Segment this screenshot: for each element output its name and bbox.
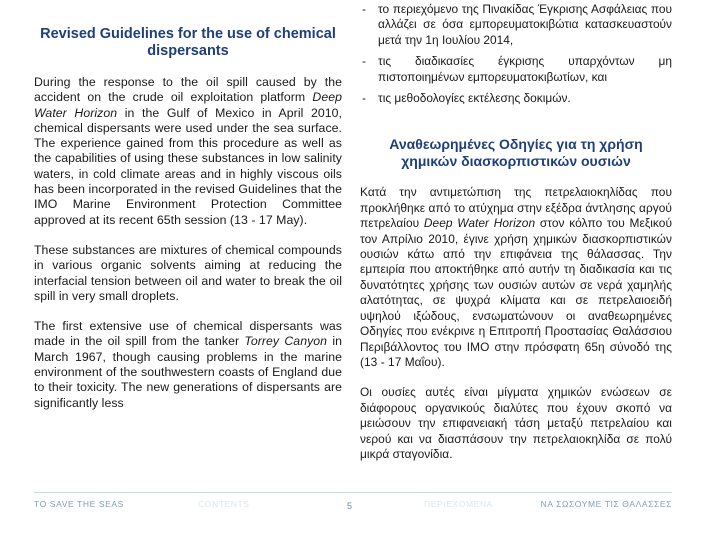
bullet-text: τις διαδικασίες έγκρισης υπαρχόντων μη πιστοποιημένων εμπορευματοκιβωτίων, και xyxy=(378,54,672,84)
english-p3-end: in March 1967, though causing problems in the marine environment of the southwestern coasts of England due to their toxicity. The new generations of dispersants are significantly less xyxy=(34,334,342,410)
bullet-marker: - xyxy=(362,54,366,69)
greek-bullet-list xyxy=(360,2,672,106)
english-paragraph-2: These substances are mixtures of chemical compounds in various organic solvents aiming at reducing the interfacial tension between oil and water to break the oil spill in very small droplets. xyxy=(34,242,342,303)
english-column xyxy=(34,26,342,426)
english-p3-start: The first extensive use of chemical dispersants was made in the oil spill from the tanker xyxy=(34,319,342,349)
bullet-text: τις μεθοδολογίες εκτέλεσης δοκιμών. xyxy=(378,91,571,106)
english-p1-end: in the Gulf of Mexico in April 2010, chemical dispersants were used under the sea surface. The experience gained from this procedure as well as the capabilities of using these substances in low salinity waters, in cold climate areas and in highly viscous oils has been incorporated in the revised Guidelines that the IMO Marine Environment Protection Committee approved at its recent 65th session (13 - 17 May). xyxy=(34,105,342,227)
footer-contents-link[interactable]: CONTENTS xyxy=(198,499,250,509)
english-paragraph-1 xyxy=(34,75,342,228)
english-article-title: Revised Guidelines for the use of chemical dispersants xyxy=(40,26,336,59)
bullet-marker: - xyxy=(362,2,366,16)
list-item xyxy=(360,54,672,85)
english-p3-tanker-name: Torrey Canyon xyxy=(244,334,328,349)
english-p1-start: During the response to the oil spill caused by the accident on the crude oil exploitation platform xyxy=(34,75,342,105)
footer-tagline-greek: ΝΑ ΣΩΣΟΥΜΕ ΤΙΣ ΘΑΛΑΣΣΕΣ xyxy=(540,499,672,509)
footer-tagline-english: TO SAVE THE SEAS xyxy=(34,499,124,509)
greek-paragraph-1 xyxy=(360,185,672,370)
greek-p1-start: Κατά την αντιμετώπιση της πετρελαιοκηλίδας που προκλήθηκε από το ατύχημα στην εξέδρα άντλησης αργού πετρελαίου xyxy=(360,185,672,231)
bullet-text: το περιεχόμενο της Πινακίδας Έγκρισης Ασφάλειας που αλλάζει σε όσα εμπορευματοκιβώτια κατασκευαστούν μετά την 1η Ιουλίου 2014, xyxy=(378,2,672,47)
list-item xyxy=(360,91,672,106)
footer-contents-link-greek[interactable]: ΠΕΡΙΕΧΟΜΕΝΑ xyxy=(424,499,493,509)
greek-p1-platform-name: Deep Water Horizon xyxy=(423,216,536,231)
english-paragraph-3 xyxy=(34,319,342,411)
page-number: 5 xyxy=(347,501,353,511)
english-p1-platform-name: Deep Water Horizon xyxy=(34,90,342,120)
bullet-marker: - xyxy=(362,91,366,106)
greek-paragraph-2: Οι ουσίες αυτές είναι μίγματα χημικών ενώσεων σε διάφορους οργανικούς διαλύτες που έχουν σκοπό να μειώσουν την επιφανειακή τάση μεταξύ πετρελαίου και νερού και να διασπάσουν την πετρελαιοκηλίδα σε πολύ μικρά σταγονίδια. xyxy=(360,385,672,461)
greek-p1-end: στον κόλπο του Μεξικού τον Απρίλιο 2010, έγινε χρήση χημικών διασκορπιστικών ουσιών κάτω από την επιφάνεια της θάλασσας. Την εμπειρία που αποκτήθηκε από αυτήν τη διαδικασία και τις δυνατότητες χρήσης των ουσιών αυτών σε νερά χαμηλής αλατότητας, σε ψυχρά κλίματα και σε πετρελαιοειδή υψηλού ιξώδους, ενσωματώνουν οι αναθεωρημένες Οδηγίες που ενέκρινε η Επιτροπή Προστασίας Θαλάσσιου Περιβάλλοντος του IMO στην πρόσφατη 65η σύνοδό της (13 - 17 Μαΐου). xyxy=(360,216,672,369)
greek-article-title: Αναθεωρημένες Οδηγίες για τη χρήση χημικών διασκορπιστικών ουσιών xyxy=(389,136,643,170)
greek-column xyxy=(360,0,672,477)
page-footer xyxy=(0,496,705,516)
list-item xyxy=(360,2,672,48)
footer-divider xyxy=(34,492,672,493)
